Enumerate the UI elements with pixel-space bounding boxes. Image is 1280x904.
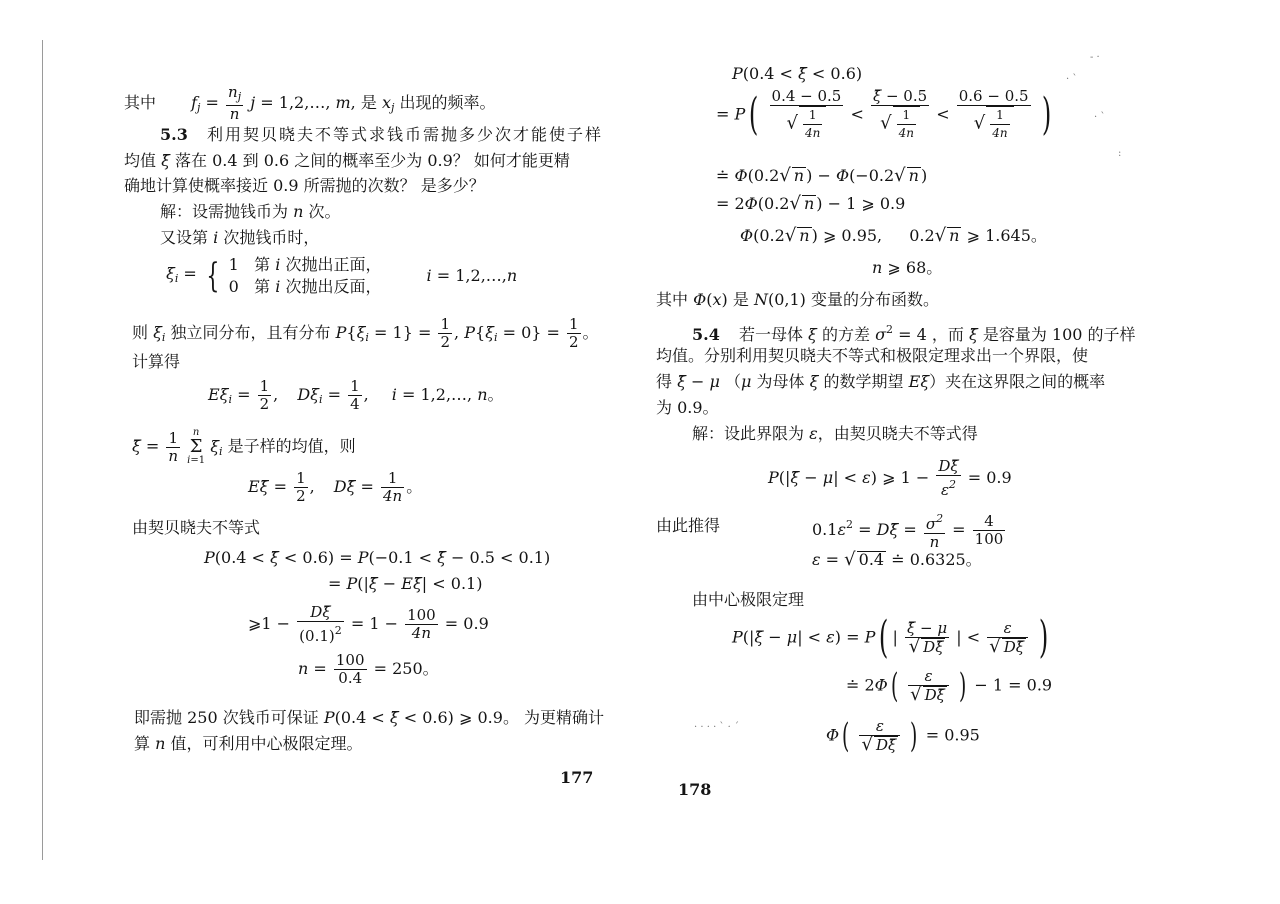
compute-label: 计算得: [132, 352, 181, 371]
clt-epsilon-line-1: P(|ξ̄ − μ| < ε) = P( | $\frac{\xī - \mu}{√ D\xī}$ | < $\frac{\varepsilon}{√ D\xī}$ ): [732, 612, 1049, 663]
page-number-right: 178: [678, 780, 712, 799]
clt-intro: 由中心极限定理: [692, 590, 805, 609]
problem-5-4-line-2: 均值。分别利用契贝晓夫不等式和极限定理求出一个界限，使: [656, 346, 1089, 365]
conclusion-line-2: 算 n 值，可利用中心极限定理。: [134, 734, 363, 753]
conclusion-line-1: 即需抛 250 次钱币可保证 P(0.4 < ξ̄ < 0.6) ⩾ 0.9。 为更精确计: [134, 708, 605, 727]
problem-5-4-line-1: 5.4 若一母体 ξ 的方差 $\sigma^2 = 4$ ，而 ξ̄ 是容量为 100 的子样: [692, 323, 1136, 344]
epsilon-equation: $0.1\varepsilon^2$ = Dξ̄ = $\frac{\sigma^2}{n}$ = $\frac{4}{100}$: [812, 512, 1004, 551]
scan-noise: · ˋ: [1094, 112, 1106, 123]
indicator-definition: $\xi_i$ = { 1 第 i 次抛出正面， 0 第 i 次抛出反面， i = 1,2,…,n: [166, 255, 518, 296]
distribution-line: 则 $\xi_i$ 独立同分布，且有分布 $P\{\xi_i = 1\}$ = $\frac{1}{2}$ , $P\{\xi_i = 0\}$ = $\frac{1}{2}$ 。: [132, 315, 599, 351]
page-number-left: 177: [560, 768, 594, 787]
frequency-line: 其中 $f_j$ = $\frac{n_j}{n}$ j = 1,2,…, m, 是 $x_j$ 出现的频率。: [124, 83, 496, 123]
sample-mean-definition: ξ̄ = $\frac{1}{n}$ n Σ i=1 $\xi_i$ 是子样的均值，则: [132, 427, 356, 466]
page-binding-line: [42, 40, 43, 860]
phi-definition: 其中 Φ(x) 是 N(0,1) 变量的分布函数。: [656, 290, 939, 309]
also-assume: 又设第 i 次抛钱币时，: [160, 228, 320, 247]
clt-n-result: n ⩾ 68。: [872, 258, 943, 277]
clt-phi-bound: Φ(0.2√ n ) ⩾ 0.95, 0.2√ n ⩾ 1.645。: [740, 225, 1047, 246]
solution-5-4-intro: 解：设此界限为 ε，由契贝晓夫不等式得: [692, 424, 978, 443]
epsilon-value: ε = √ 0.4 ≐ 0.6325。: [812, 549, 982, 570]
problem-5-3-line-2: 均值 ξ̄ 落在 0.4 到 0.6 之间的概率至少为 0.9？ 如何才能更精: [124, 151, 570, 170]
solution-intro: 解：设需抛钱币为 n 次。: [160, 202, 341, 221]
clt-prob-head: P(0.4 < ξ̄ < 0.6): [732, 64, 863, 83]
scan-noise: :: [1118, 148, 1122, 159]
scan-noise: · ˋ: [1066, 74, 1078, 85]
scan-noise: · · · · ˋ · ˊ: [694, 722, 739, 733]
problem-5-3-line-1: 5.3 利用契贝晓夫不等式求钱币需抛多少次才能使子样: [160, 125, 603, 144]
clt-epsilon-line-2: ≐ 2Φ( $\frac{\varepsilon}{√ D\xī}$ ) − 1 = 0.9: [846, 666, 1053, 706]
hence-label: 由此推得: [656, 516, 721, 535]
clt-standardized: = P( 0.4 − 0.5 √ $\frac{1}{4n}$ < ξ̄ − 0.5 √ $\frac{1}{4n}$ < 0.6 − 0.5 √ $\frac{1}{4n}$ ): [716, 87, 1051, 140]
moments-line: $E\xi_i$ = $\frac{1}{2}$ , $D\xi_i$ = $\frac{1}{4}$ , i = 1,2,…, n。: [208, 377, 504, 413]
chebyshev-result: n = $\frac{100}{0.4}$ = 250。: [298, 651, 439, 687]
problem-5-4-line-4: 为 0.9。: [656, 398, 719, 417]
clt-epsilon-line-3: Φ( $\frac{\varepsilon}{√ D\xī}$ ) = 0.95: [826, 716, 980, 756]
clt-inequality: = 2Φ(0.2√ n ) − 1 ⩾ 0.9: [716, 193, 906, 214]
chebyshev-intro: 由契贝晓夫不等式: [132, 518, 261, 537]
problem-5-3-line-3: 确地计算使概率接近 0.9 所需抛的次数？ 是多少？: [124, 176, 485, 195]
scan-noise: ‐ ·: [1090, 52, 1100, 63]
mean-moments-line: Eξ̄ = $\frac{1}{2}$ , Dξ̄ = $\frac{1}{4n}$ 。: [248, 469, 423, 505]
chebyshev-epsilon: P(|ξ̄ − μ| < ε) ⩾ 1 − $\frac{D\xī}{\varepsilon^2}$ = 0.9: [768, 457, 1012, 499]
chebyshev-line-3: ⩾1 − $\frac{D\xī}{(0.1)^2}$ = 1 − $\frac{100}{4n}$ = 0.9: [248, 603, 489, 645]
problem-5-4-line-3: 得 ξ̄ − μ （μ 为母体 ξ 的数学期望 Eξ）夹在这界限之间的概率: [656, 372, 1106, 391]
clt-phi-difference: ≐ Φ(0.2√ n ) − Φ(−0.2√ n ): [716, 165, 928, 186]
chebyshev-line-2: = P(|ξ̄ − Eξ̄| < 0.1): [328, 574, 483, 593]
chebyshev-line-1: P(0.4 < ξ̄ < 0.6) = P(−0.1 < ξ̄ − 0.5 < 0.1): [204, 548, 551, 567]
